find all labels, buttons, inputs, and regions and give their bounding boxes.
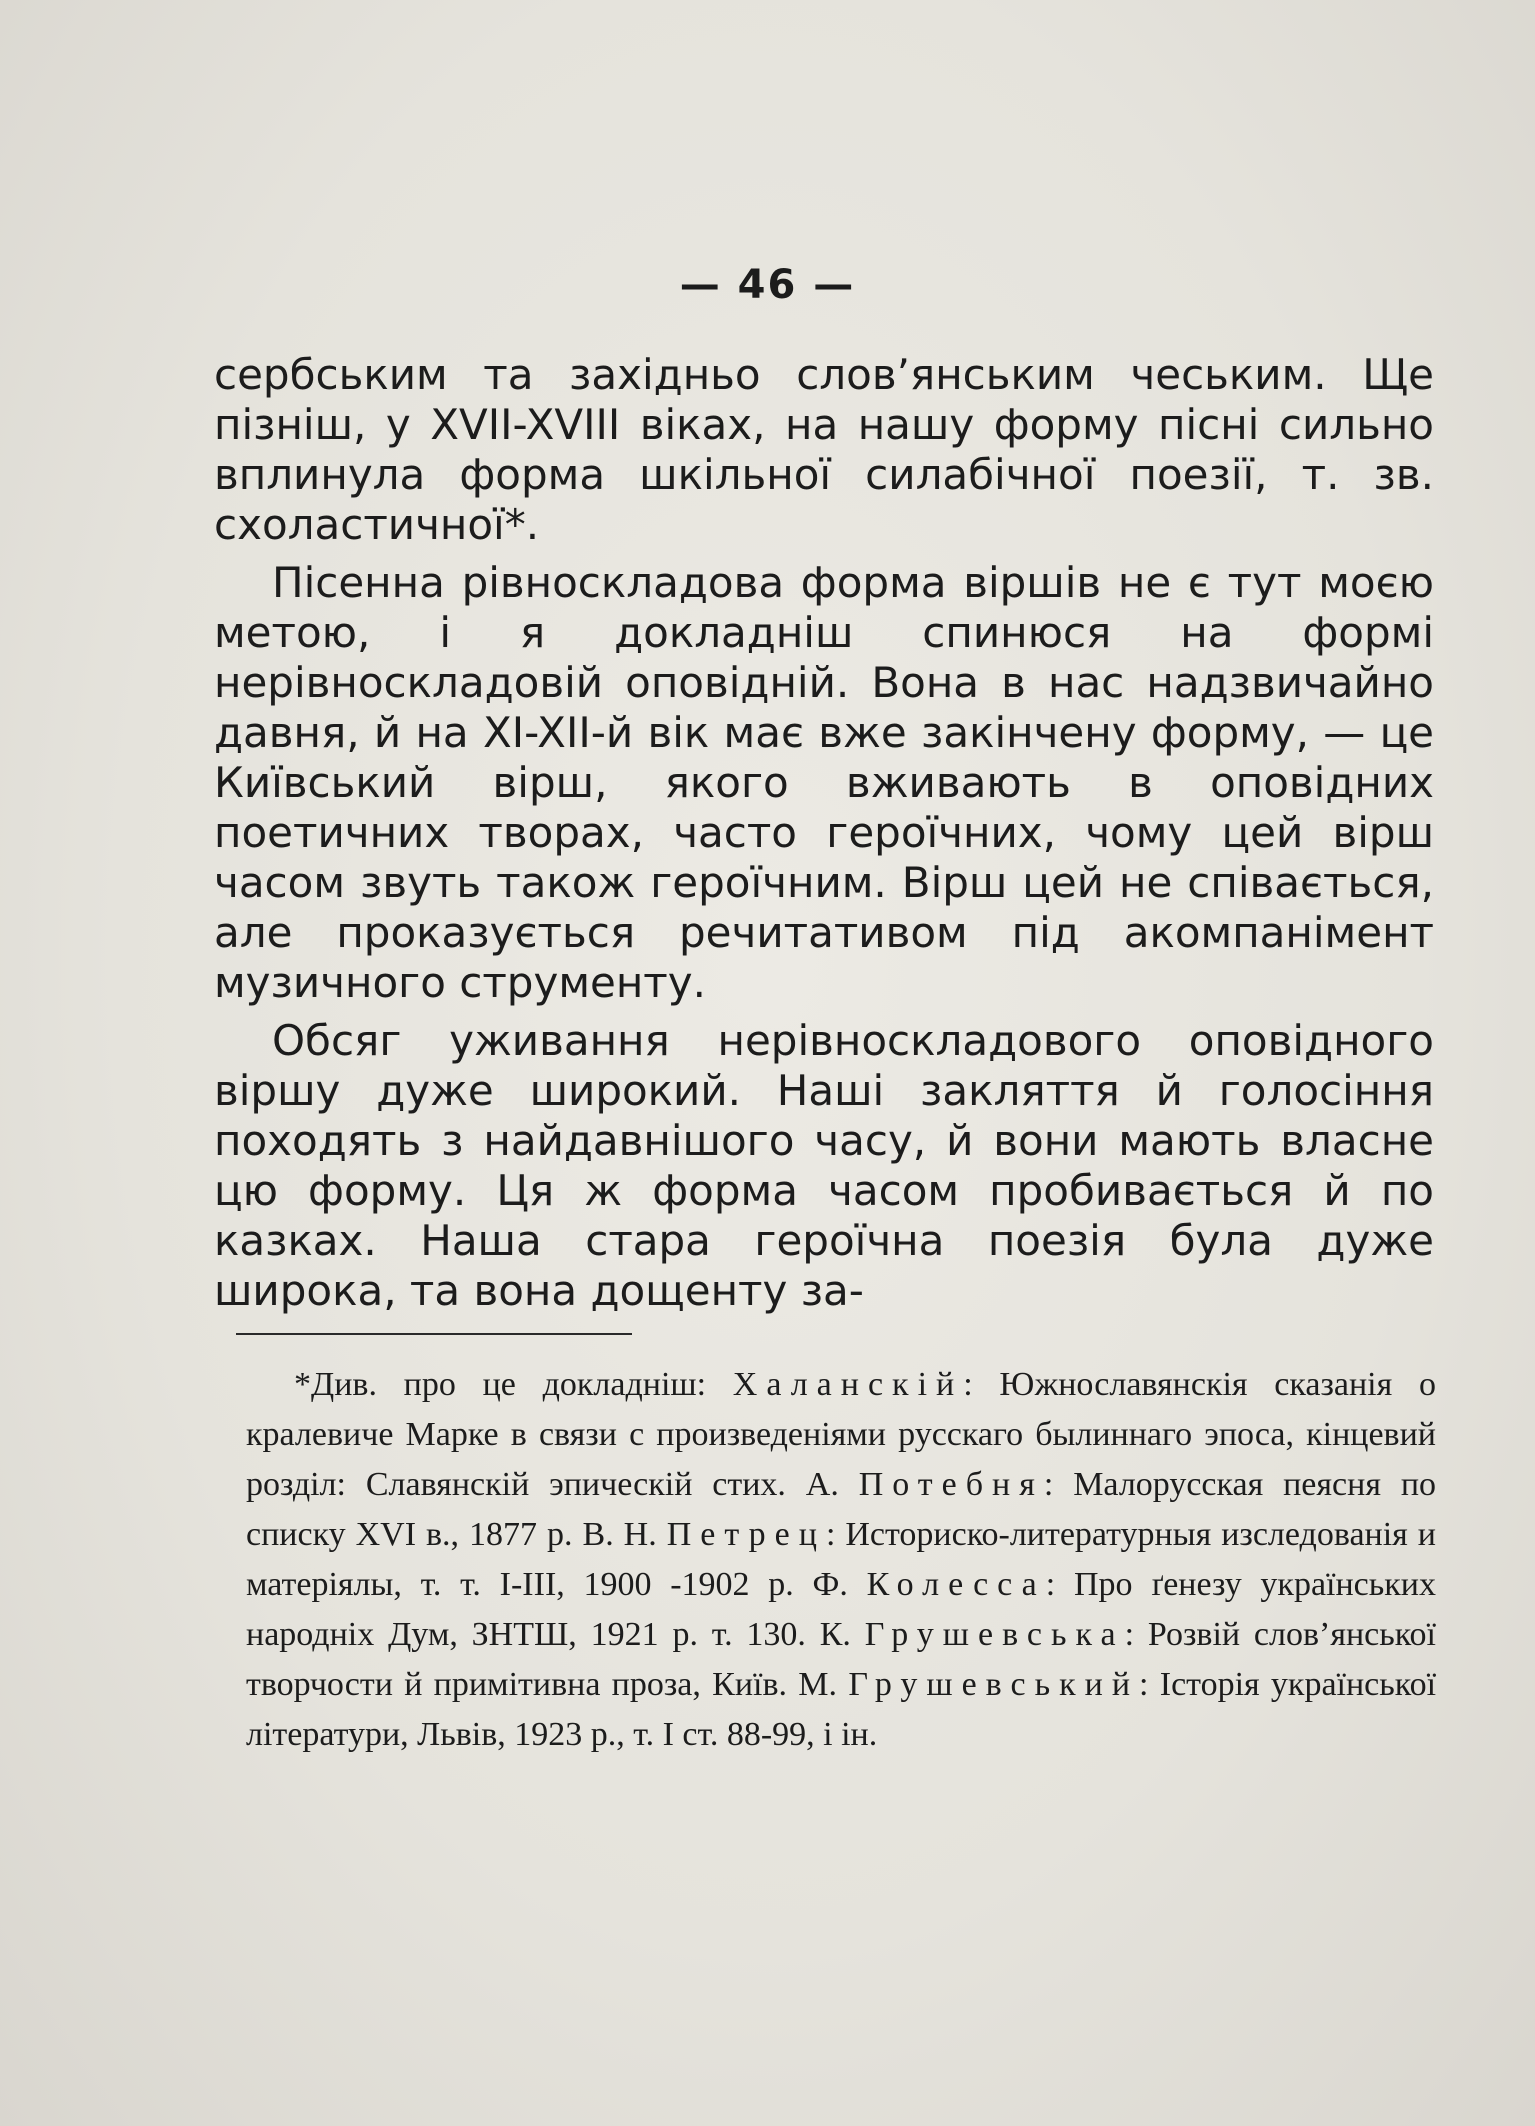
footnote-text: : Історія української літератури, Львів, 1923 р., т. I ст. 88-99, і ін. [246, 1666, 1437, 1753]
footnote-text: : Южнославянскія сказанія о кралевиче Марке в связи с произведеніями русскаго былиннаго эпоса, кінцевий розділ: Славянскій эпическій стих. А. [246, 1366, 1436, 1503]
footnote-text: : Историско-литературныя изследованія и матеріялы, т. т. I-III, 1900 -1902 р. Ф. [246, 1516, 1436, 1603]
footnote [246, 1360, 1436, 1760]
footnote-text: : Розвій слов’янської творчости й примітивна проза, Київ. М. [246, 1616, 1437, 1703]
footnote-intro: *Див. про це докладніш: [294, 1366, 707, 1403]
footnote-author: Потебня [858, 1466, 1044, 1503]
footnote-text: : Про ґенезу українських народніх Дум, ЗНТШ, 1921 р. т. 130. К. [246, 1566, 1436, 1653]
footnote-author: Грушевська [864, 1616, 1125, 1653]
paragraph: Обсяг уживання нерівноскладового оповідного віршу дуже широкий. Наші закляття й голосіння походять з найдавнішого часу, й вони мають власне цю форму. Ця ж форма часом пробивається й по казках. Наша стара героїчна поезія була дуже широка, та вона дощенту за- [214, 1016, 1434, 1315]
footnote-author: Петрец [666, 1516, 826, 1553]
paragraph-continuation: сербським та західньо слов’янським чеським. Ще пізніш, у XVII-XVIII віках, на нашу форму пісні сильно вплинула форма шкільної силабічної поезії, т. зв. схоластичної*. [214, 350, 1434, 549]
main-text [214, 350, 1434, 1324]
footnote-text: : Малорусская пеясня по списку XVI в., 1877 р. В. Н. [246, 1466, 1437, 1553]
footnote-author: Грушевський [848, 1666, 1140, 1703]
footnote-author: Колесса [866, 1566, 1046, 1603]
paragraph: Пісенна рівноскладова форма віршів не є тут моєю метою, і я докладніш спинюся на формі нерівноскладовій оповідній. Вона в нас надзвичайно давня, й на XI-XII-й вік має вже закінчену форму, — це Київський вірш, якого вживають в оповідних поетичних творах, часто героїчних, чому цей вірш часом звуть також героїчним. Вірш цей не співається, але проказується речитативом під акомпанімент музичного струменту. [214, 558, 1434, 1007]
page-number: — 46 — [679, 262, 856, 308]
footnote-divider [236, 1333, 632, 1335]
footnote-author: Халанскій [732, 1366, 964, 1403]
